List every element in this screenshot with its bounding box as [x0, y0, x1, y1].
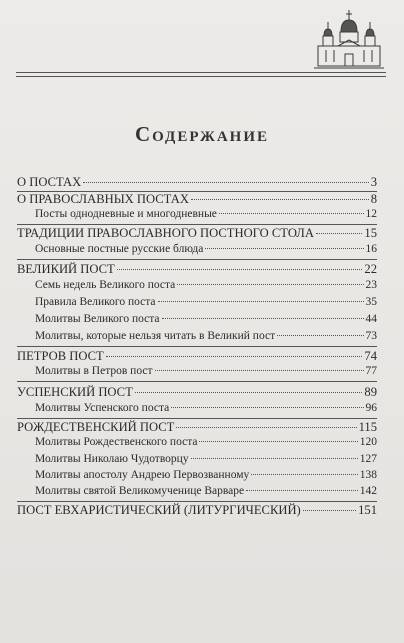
- toc-leader-dots: [316, 232, 362, 234]
- toc-leader-dots: [83, 181, 368, 183]
- toc-entry-page: 44: [365, 313, 377, 325]
- toc-entry[interactable]: [17, 385, 377, 400]
- toc-leader-dots: [171, 406, 363, 408]
- toc-leader-dots: [106, 355, 363, 357]
- toc-leader-dots: [191, 457, 358, 459]
- toc-entry-title: Молитвы Великого поста: [35, 313, 160, 325]
- toc-entry-page: 35: [365, 296, 377, 308]
- toc-entry-page: 16: [365, 243, 377, 255]
- section-divider: [17, 381, 377, 382]
- toc-leader-dots: [191, 198, 369, 200]
- section-divider: [17, 501, 377, 502]
- toc-entry[interactable]: [35, 313, 377, 325]
- toc-entry-title: Молитвы Рождественского поста: [35, 436, 198, 448]
- toc-leader-dots: [135, 391, 363, 393]
- toc-entry-title: Основные постные русские блюда: [35, 243, 204, 255]
- toc-entry-page: 73: [365, 330, 377, 342]
- toc-entry-page: 23: [365, 279, 377, 291]
- toc-entry-title: ПОСТ ЕВХАРИСТИЧЕСКИЙ (ЛИТУРГИЧЕСКИЙ): [17, 503, 301, 517]
- toc-entry-title: ВЕЛИКИЙ ПОСТ: [17, 262, 115, 276]
- toc-entry-title: Молитвы в Петров пост: [35, 365, 153, 377]
- toc-entry-title: Молитвы Николаю Чудотворцу: [35, 453, 189, 465]
- toc-entry-page: 74: [364, 349, 377, 363]
- toc-entry[interactable]: [17, 503, 377, 518]
- toc-entry[interactable]: [35, 436, 377, 448]
- toc-entry-title: УСПЕНСКИЙ ПОСТ: [17, 385, 133, 399]
- toc-entry-page: 12: [365, 208, 377, 220]
- toc-entry-title: РОЖДЕСТВЕНСКИЙ ПОСТ: [17, 420, 175, 434]
- section-divider: [17, 346, 377, 347]
- toc-entry-title: Семь недель Великого поста: [35, 279, 176, 291]
- toc-entry[interactable]: [35, 469, 377, 481]
- toc-leader-dots: [158, 300, 364, 302]
- toc-entry-page: 22: [364, 262, 377, 276]
- toc-entry-page: 120: [359, 436, 377, 448]
- toc-entry-title: Правила Великого поста: [35, 296, 156, 308]
- toc-entry[interactable]: [35, 279, 377, 291]
- toc-entry-title: Посты однодневные и многодневные: [35, 208, 217, 220]
- toc-entry-page: 15: [364, 226, 377, 240]
- toc-entry[interactable]: [35, 243, 377, 255]
- header-rule: [16, 72, 386, 73]
- cathedral-icon: [312, 8, 386, 74]
- toc-entry-title: Молитвы апостолу Андрею Первозванному: [35, 469, 250, 481]
- toc-entry[interactable]: [17, 420, 377, 435]
- toc-entry-title: О ПОСТАХ: [17, 175, 82, 189]
- toc-entry-title: ПЕТРОВ ПОСТ: [17, 349, 104, 363]
- toc-leader-dots: [246, 489, 358, 491]
- toc-entry-page: 138: [359, 469, 377, 481]
- section-divider: [17, 418, 377, 419]
- toc-entry-page: 77: [365, 365, 377, 377]
- toc-entry[interactable]: [17, 262, 377, 277]
- section-divider: [17, 259, 377, 260]
- toc-entry[interactable]: [35, 402, 377, 414]
- toc-entry-page: 151: [358, 503, 377, 517]
- toc-leader-dots: [176, 426, 356, 428]
- toc-leader-dots: [162, 317, 364, 319]
- toc-entry-title: Молитвы, которые нельзя читать в Великий пост: [35, 330, 276, 342]
- section-divider: [17, 224, 377, 225]
- toc-entry-title: ТРАДИЦИИ ПРАВОСЛАВНОГО ПОСТНОГО СТОЛА: [17, 226, 314, 240]
- toc-entry[interactable]: [35, 296, 377, 308]
- toc-entry[interactable]: [35, 208, 377, 220]
- toc-entry[interactable]: [17, 226, 377, 241]
- toc-entry[interactable]: [35, 365, 377, 377]
- toc-entry-page: 3: [370, 175, 377, 189]
- toc-entry-title: О ПРАВОСЛАВНЫХ ПОСТАХ: [17, 192, 189, 206]
- toc-entry-page: 115: [358, 420, 377, 434]
- toc-leader-dots: [199, 440, 357, 442]
- header-rule-lower: [16, 76, 386, 77]
- toc-entry[interactable]: [17, 349, 377, 364]
- toc-entry[interactable]: [35, 485, 377, 497]
- toc-entry[interactable]: [35, 330, 377, 342]
- toc-leader-dots: [177, 283, 363, 285]
- toc-entry-page: 96: [365, 402, 377, 414]
- toc-entry-title: Молитвы святой Великомученице Варваре: [35, 485, 245, 497]
- toc-entry[interactable]: [17, 175, 377, 190]
- toc-entry[interactable]: [35, 453, 377, 465]
- toc-leader-dots: [205, 247, 363, 249]
- toc-leader-dots: [155, 369, 364, 371]
- toc-leader-dots: [303, 509, 356, 511]
- toc-entry-page: 142: [359, 485, 377, 497]
- toc-entry-page: 127: [359, 453, 377, 465]
- toc-leader-dots: [117, 268, 363, 270]
- page-title: Содержание: [134, 122, 270, 146]
- toc-entry-title: Молитвы Успенского поста: [35, 402, 170, 414]
- toc-entry[interactable]: [17, 192, 377, 207]
- toc-leader-dots: [219, 212, 364, 214]
- toc-leader-dots: [277, 334, 363, 336]
- toc-leader-dots: [251, 473, 357, 475]
- toc-entry-page: 8: [370, 192, 377, 206]
- toc-entry-page: 89: [364, 385, 377, 399]
